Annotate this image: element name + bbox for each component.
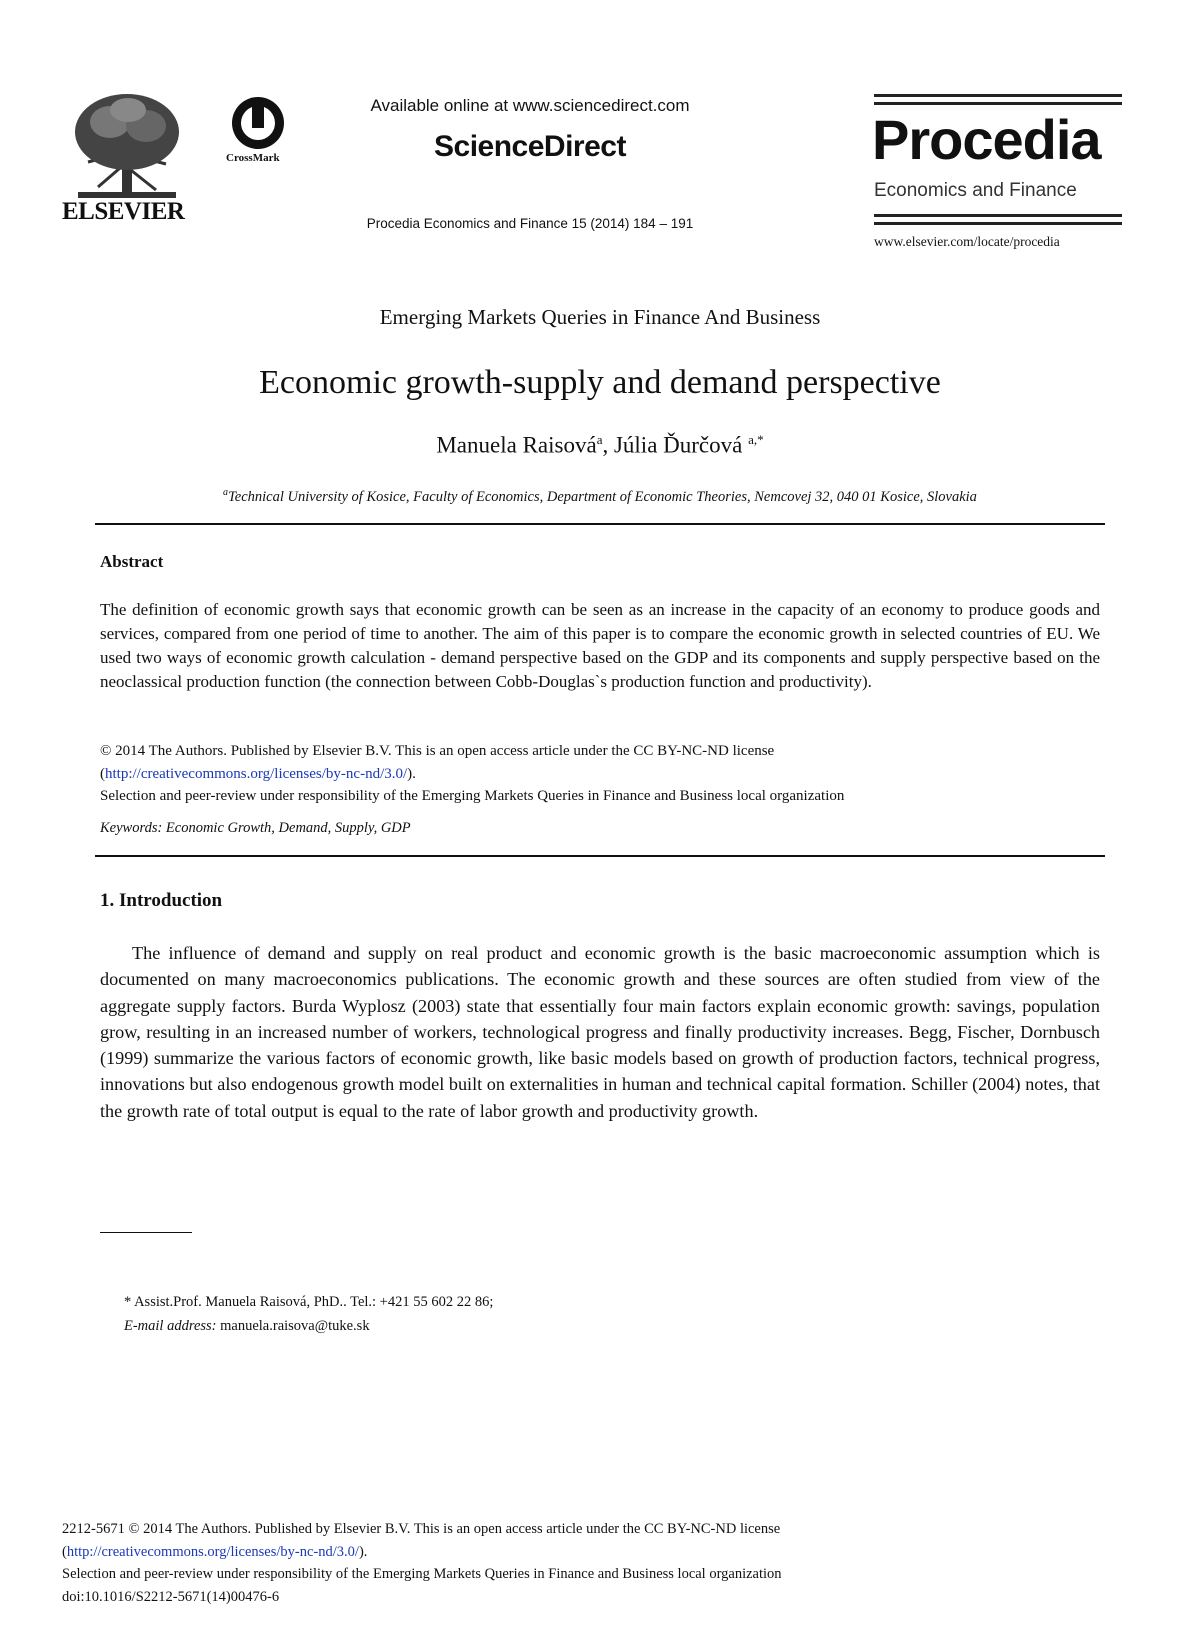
footnote-email [124, 1318, 370, 1335]
footer-line-2: (http://creativecommons.org/licenses/by-nc-nd/3.0/). [62, 1543, 368, 1560]
abstract-bottom-rule [95, 855, 1105, 857]
footer-license-link[interactable]: http://creativecommons.org/licenses/by-nc-nd/3.0/ [66, 1543, 359, 1560]
email-label: E-mail address: [124, 1318, 217, 1334]
email-address[interactable]: manuela.raisova@tuke.sk [216, 1318, 370, 1334]
crossmark-label: CrossMark [226, 152, 280, 164]
abstract-heading: Abstract [100, 552, 164, 571]
abstract-top-rule [95, 523, 1105, 525]
authors [0, 432, 1200, 459]
author-2: , Júlia Ďurčová [602, 432, 749, 458]
license-link[interactable]: http://creativecommons.org/licenses/by-nc-nd/3.0/ [105, 765, 408, 782]
procedia-subtitle: Economics and Finance [874, 180, 1077, 201]
footnote-author: * Assist.Prof. Manuela Raisová, PhD.. Tel.: +421 55 602 22 86; [124, 1294, 494, 1310]
affiliation [0, 487, 1200, 506]
license-block [100, 740, 1100, 808]
author-1: Manuela Raisová [436, 432, 597, 458]
introduction-paragraph: The influence of demand and supply on real product and economic growth is the basic macroeconomic assumption which is documented on many macroeconomics publications. The economic growth and these sources are often studied from view of the aggregate supply factors. Burda Wyplosz (2003) state that essentially four main factors explain economic growth: savings, population grow, resulting in an increased number of workers, technological progress and finally productivity increases. Begg, Fischer, Dornbusch (1999) summarize the various factors of economic growth, like basic models based on growth of production factors, technical progress, innovations but also endogenous growth model built on externalities in human and technical capital formation. Schiller (2004) notes, that the growth rate of total output is equal to the rate of labor growth and productivity growth. [100, 943, 1100, 1121]
affiliation-mark: a [223, 487, 229, 498]
license-line-3: Selection and peer-review under responsibility of the Emerging Markets Queries in Finance and Business local organization [100, 788, 845, 804]
affiliation-text: Technical University of Kosice, Faculty of Economics, Department of Economic Theories, Nemcovej 32, 040 01 Kosice, Slovakia [228, 488, 977, 505]
paper-title: Economic growth-supply and demand perspective [259, 364, 941, 401]
doi[interactable]: doi:10.1016/S2212-5671(14)00476-6 [62, 1588, 280, 1605]
keywords: Keywords: Economic Growth, Demand, Supply, GDP [100, 820, 411, 836]
elsevier-wordmark: ELSEVIER [62, 198, 185, 225]
author-2-affil-mark: a,* [748, 432, 764, 447]
conference-name: Emerging Markets Queries in Finance And Business [379, 305, 821, 329]
author-1-affil-mark: a [596, 432, 603, 447]
procedia-top-rule-2 [874, 102, 1122, 105]
license-line-1: © 2014 The Authors. Published by Elsevier B.V. This is an open access article under the CC BY-NC-ND license [100, 743, 775, 759]
abstract-text: The definition of economic growth says that economic growth can be seen as an increase in the capacity of an economy to produce goods and services, compared from one period of time to another. The aim of this paper is to compare the economic growth in selected countries of EU. We used two ways of economic growth calculation - demand perspective based on the GDP and its components and supply perspective based on the neoclassical production function (the connection between Cobb-Douglas`s production function and productivity). [100, 600, 1100, 691]
footnote-rule [100, 1232, 192, 1233]
publication-footer [62, 1518, 1162, 1608]
license-line-2: (http://creativecommons.org/licenses/by-nc-nd/3.0/). [100, 765, 416, 782]
procedia-url[interactable]: www.elsevier.com/locate/procedia [874, 234, 1060, 249]
procedia-logo: Procedia [872, 108, 1101, 171]
sciencedirect-brand: ScienceDirect [434, 130, 626, 163]
procedia-top-rule-1 [874, 94, 1122, 97]
section-heading-introduction: 1. Introduction [100, 890, 223, 911]
procedia-bottom-rule-1 [874, 214, 1122, 217]
journal-reference: Procedia Economics and Finance 15 (2014) 184 – 191 [366, 216, 694, 231]
footer-line-3: Selection and peer-review under responsibility of the Emerging Markets Queries in Finance and Business local organization [62, 1566, 782, 1582]
footer-line-1: 2212-5671 © 2014 The Authors. Published by Elsevier B.V. This is an open access article under the CC BY-NC-ND license [62, 1521, 781, 1537]
procedia-bottom-rule-2 [874, 222, 1122, 225]
available-online-text: Available online at www.sciencedirect.com [370, 96, 690, 115]
